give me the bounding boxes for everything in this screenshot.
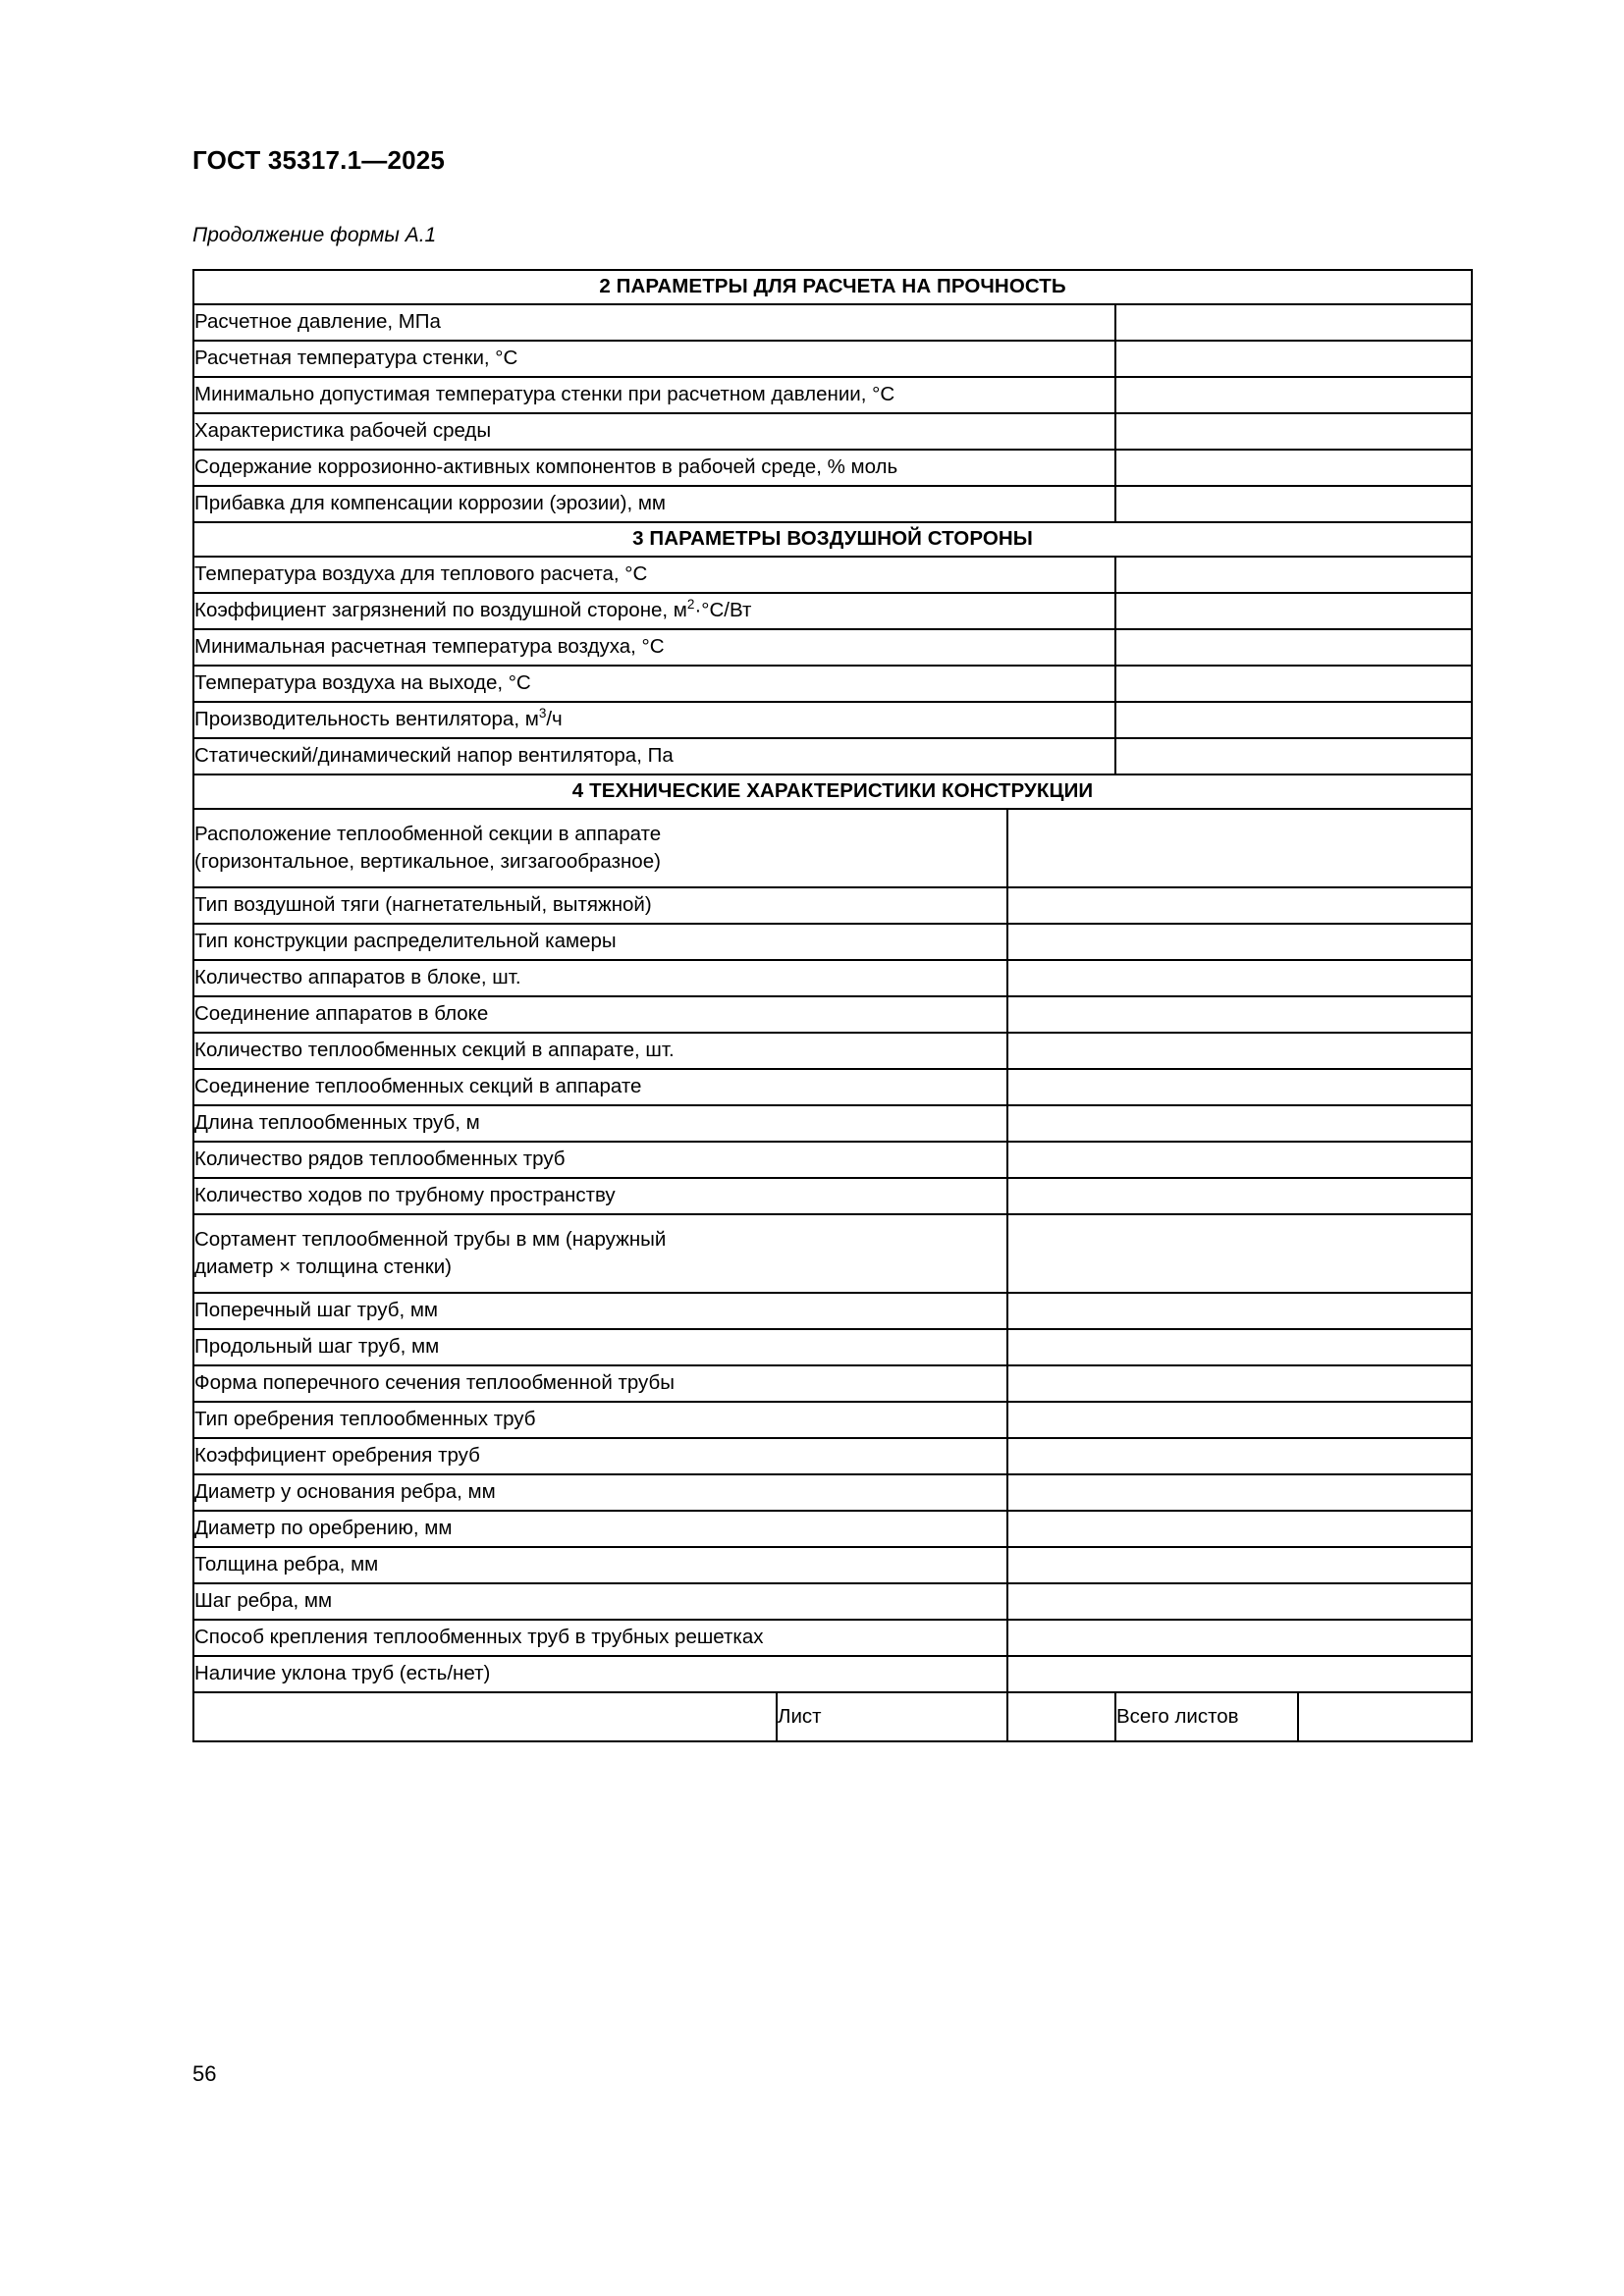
row-value-field[interactable]: [1115, 450, 1472, 486]
row-value-field[interactable]: [1007, 1069, 1472, 1105]
row-value-field[interactable]: [1007, 1178, 1472, 1214]
row-label: Форма поперечного сечения теплообменной трубы: [193, 1365, 1007, 1402]
table-row: [193, 809, 1472, 887]
table-row: [193, 341, 1472, 377]
table-row: [193, 924, 1472, 960]
specification-form-table: [192, 269, 1473, 1742]
table-row: [193, 1620, 1472, 1656]
row-label: Поперечный шаг труб, мм: [193, 1293, 1007, 1329]
row-value-field[interactable]: [1007, 1402, 1472, 1438]
row-label-line-2: диаметр × толщина стенки): [194, 1255, 452, 1278]
total-sheets-label: Всего листов: [1115, 1692, 1298, 1741]
row-value-field[interactable]: [1115, 304, 1472, 341]
table-row: [193, 486, 1472, 522]
table-row: [193, 304, 1472, 341]
row-value-field[interactable]: [1115, 629, 1472, 666]
row-label-fan-capacity: Производительность вентилятора, $м^3/ч$: [193, 702, 1115, 738]
table-row: [193, 1069, 1472, 1105]
sheet-label: Лист: [777, 1692, 1007, 1741]
section-header-row: [193, 270, 1472, 304]
row-label: Продольный шаг труб, мм: [193, 1329, 1007, 1365]
row-value-field[interactable]: [1007, 996, 1472, 1033]
row-value-field[interactable]: [1115, 413, 1472, 450]
form-continuation-caption: Продолжение формы А.1: [192, 224, 437, 246]
sheet-footer-row: [193, 1692, 1472, 1741]
table-row: [193, 887, 1472, 924]
table-row: [193, 450, 1472, 486]
row-label: Длина теплообменных труб, м: [193, 1105, 1007, 1142]
table-row: [193, 1547, 1472, 1583]
row-value-field[interactable]: [1007, 1547, 1472, 1583]
table-row: [193, 738, 1472, 774]
row-value-field[interactable]: [1007, 1365, 1472, 1402]
row-label: Коэффициент оребрения труб: [193, 1438, 1007, 1474]
row-label: Тип воздушной тяги (нагнетательный, вытяжной): [193, 887, 1007, 924]
row-value-field[interactable]: [1007, 1474, 1472, 1511]
page-title: ГОСТ 35317.1—2025: [192, 145, 446, 175]
table-row: [193, 1438, 1472, 1474]
row-value-field[interactable]: [1115, 557, 1472, 593]
table-row: [193, 593, 1472, 629]
table-row: [193, 629, 1472, 666]
section-header-row: [193, 522, 1472, 557]
table-row: [193, 1293, 1472, 1329]
table-row: [193, 996, 1472, 1033]
row-value-field[interactable]: [1115, 702, 1472, 738]
row-value-field[interactable]: [1115, 341, 1472, 377]
page-number: 56: [192, 2061, 217, 2086]
row-label: Соединение аппаратов в блоке: [193, 996, 1007, 1033]
row-label: Соединение теплообменных секций в аппарате: [193, 1069, 1007, 1105]
row-value-field[interactable]: [1007, 1105, 1472, 1142]
row-label-line-1: Сортамент теплообменной трубы в мм (наружный: [194, 1227, 667, 1251]
table-row: [193, 1214, 1472, 1293]
row-label: Количество ходов по трубному пространству: [193, 1178, 1007, 1214]
table-row: [193, 1656, 1472, 1692]
row-label: Прибавка для компенсации коррозии (эрозии), мм: [193, 486, 1115, 522]
table-row: [193, 960, 1472, 996]
table-row: [193, 1178, 1472, 1214]
row-label: Количество теплообменных секций в аппарате, шт.: [193, 1033, 1007, 1069]
table-row: [193, 1402, 1472, 1438]
sheet-number-field[interactable]: [1007, 1692, 1115, 1741]
row-label: Способ крепления теплообменных труб в трубных решетках: [193, 1620, 1007, 1656]
row-value-field[interactable]: [1007, 1620, 1472, 1656]
table-row: [193, 1511, 1472, 1547]
row-label: Тип конструкции распределительной камеры: [193, 924, 1007, 960]
row-value-field[interactable]: [1115, 377, 1472, 413]
row-label: Расчетное давление, МПа: [193, 304, 1115, 341]
table-row: [193, 702, 1472, 738]
row-value-field[interactable]: [1007, 1583, 1472, 1620]
row-value-field[interactable]: [1007, 1656, 1472, 1692]
section-3-heading: 3 ПАРАМЕТРЫ ВОЗДУШНОЙ СТОРОНЫ: [193, 522, 1472, 557]
table-row: [193, 666, 1472, 702]
table-row: [193, 1583, 1472, 1620]
row-label: Тип оребрения теплообменных труб: [193, 1402, 1007, 1438]
row-label: Статический/динамический напор вентилятора, Па: [193, 738, 1115, 774]
section-header-row: [193, 774, 1472, 809]
row-value-field[interactable]: [1007, 1033, 1472, 1069]
table-row: [193, 1365, 1472, 1402]
row-value-field[interactable]: [1007, 924, 1472, 960]
row-value-field[interactable]: [1007, 960, 1472, 996]
table-row: [193, 1142, 1472, 1178]
row-value-field[interactable]: [1007, 1329, 1472, 1365]
section-2-heading: 2 ПАРАМЕТРЫ ДЛЯ РАСЧЕТА НА ПРОЧНОСТЬ: [193, 270, 1472, 304]
row-value-field[interactable]: [1007, 1511, 1472, 1547]
row-value-field[interactable]: [1115, 666, 1472, 702]
row-value-field[interactable]: [1007, 809, 1472, 887]
row-label: Количество аппаратов в блоке, шт.: [193, 960, 1007, 996]
row-label: Шаг ребра, мм: [193, 1583, 1007, 1620]
row-label: Толщина ребра, мм: [193, 1547, 1007, 1583]
row-label: Количество рядов теплообменных труб: [193, 1142, 1007, 1178]
row-value-field[interactable]: [1115, 486, 1472, 522]
row-value-field[interactable]: [1007, 887, 1472, 924]
table-row: [193, 1033, 1472, 1069]
table-row: [193, 377, 1472, 413]
row-value-field[interactable]: [1007, 1142, 1472, 1178]
row-label-section-arrangement: [193, 809, 1007, 887]
row-label: Диаметр по оребрению, мм: [193, 1511, 1007, 1547]
row-value-field[interactable]: [1007, 1293, 1472, 1329]
row-value-field[interactable]: [1115, 593, 1472, 629]
row-label: Расчетная температура стенки, °С: [193, 341, 1115, 377]
row-label: Минимальная расчетная температура воздуха, °С: [193, 629, 1115, 666]
row-label: Температура воздуха для теплового расчета, °С: [193, 557, 1115, 593]
row-label: Диаметр у основания ребра, мм: [193, 1474, 1007, 1511]
row-label: Содержание коррозионно-активных компонентов в рабочей среде, % моль: [193, 450, 1115, 486]
row-label-tube-size: [193, 1214, 1007, 1293]
table-row: [193, 557, 1472, 593]
section-4-heading: 4 ТЕХНИЧЕСКИЕ ХАРАКТЕРИСТИКИ КОНСТРУКЦИИ: [193, 774, 1472, 809]
row-value-field[interactable]: [1115, 738, 1472, 774]
total-sheets-field[interactable]: [1298, 1692, 1472, 1741]
table-row: [193, 1474, 1472, 1511]
row-value-field[interactable]: [1007, 1438, 1472, 1474]
footer-blank-cell[interactable]: [193, 1692, 777, 1741]
table-row: [193, 1105, 1472, 1142]
row-label-fouling: Коэффициент загрязнений по воздушной стороне, $м^2\cdot^\circ С/Вт$: [193, 593, 1115, 629]
row-value-field[interactable]: [1007, 1214, 1472, 1293]
row-label: Температура воздуха на выходе, °С: [193, 666, 1115, 702]
row-label: Характеристика рабочей среды: [193, 413, 1115, 450]
table-row: [193, 413, 1472, 450]
table-row: [193, 1329, 1472, 1365]
row-label-line-1: Расположение теплообменной секции в аппарате: [194, 822, 662, 845]
row-label-line-2: (горизонтальное, вертикальное, зигзагообразное): [194, 850, 661, 873]
row-label: Минимально допустимая температура стенки при расчетном давлении, °С: [193, 377, 1115, 413]
row-label: Наличие уклона труб (есть/нет): [193, 1656, 1007, 1692]
